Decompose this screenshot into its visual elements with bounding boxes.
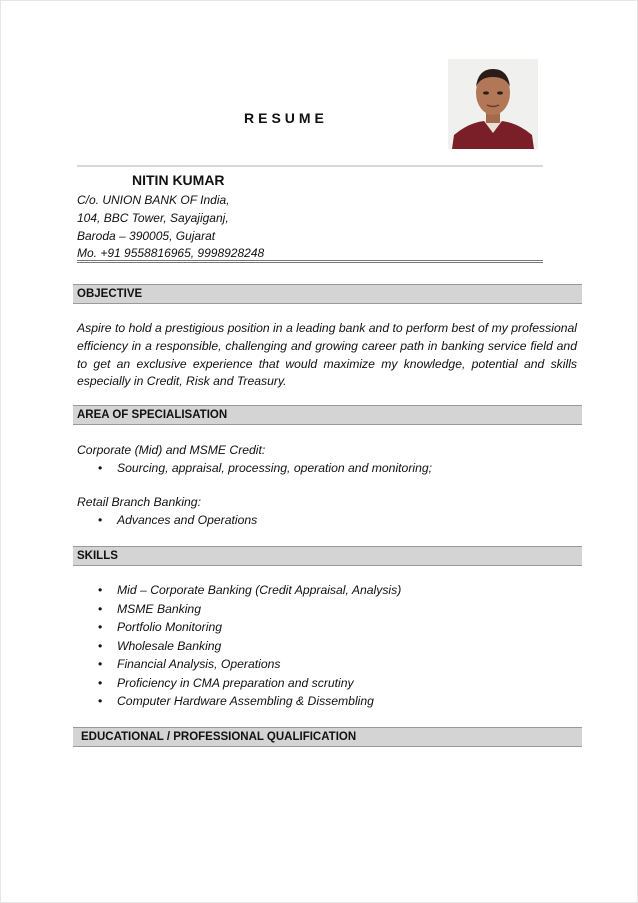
address-line: Baroda – 390005, Gujarat	[77, 228, 216, 243]
profile-photo-image	[448, 59, 538, 149]
list-item: • Mid – Corporate Banking (Credit Appraisal, Analysis)	[77, 581, 577, 600]
section-heading-education: EDUCATIONAL / PROFESSIONAL QUALIFICATION	[73, 727, 582, 747]
list-item: • Portfolio Monitoring	[77, 618, 577, 637]
specialisation-list	[77, 511, 577, 529]
list-item: • MSME Banking	[77, 600, 577, 619]
section-heading-specialisation: AREA OF SPECIALISATION	[73, 405, 582, 425]
specialisation-group-label: Corporate (Mid) and MSME Credit:	[77, 443, 266, 457]
section-heading-skills: SKILLS	[73, 546, 582, 566]
list-item: • Computer Hardware Assembling & Dissembling	[77, 692, 577, 711]
skills-block	[77, 581, 577, 711]
candidate-name: NITIN KUMAR	[132, 172, 225, 188]
specialisation-retail	[77, 493, 577, 529]
contact-divider	[77, 260, 543, 263]
list-item: • Sourcing, appraisal, processing, operation and monitoring;	[77, 459, 577, 477]
address-line: 104, BBC Tower, Sayajiganj,	[77, 210, 229, 225]
profile-photo	[448, 59, 538, 149]
list-item: • Proficiency in CMA preparation and scrutiny	[77, 674, 577, 693]
list-item: • Wholesale Banking	[77, 637, 577, 656]
objective-text: Aspire to hold a prestigious position in a leading bank and to perform best of my professional efficiency in a responsible, challenging and growing career path in banking service field and to get an exclusive experience that would maximize my knowledge, potential and skills especially in Credit, Risk and Treasury.	[77, 321, 577, 389]
contact-address	[77, 192, 547, 263]
phone-line: Mo. +91 9558816965, 9998928248	[77, 246, 265, 261]
section-heading-objective: OBJECTIVE	[73, 284, 582, 304]
specialisation-list	[77, 459, 577, 477]
header-divider	[77, 165, 543, 167]
address-line: C/o. UNION BANK OF India,	[77, 193, 230, 207]
skills-list	[77, 581, 577, 711]
specialisation-group-label: Retail Branch Banking:	[77, 495, 201, 509]
resume-title: RESUME	[244, 110, 328, 126]
list-item: • Financial Analysis, Operations	[77, 655, 577, 674]
list-item: • Advances and Operations	[77, 511, 577, 529]
specialisation-corporate	[77, 441, 577, 477]
